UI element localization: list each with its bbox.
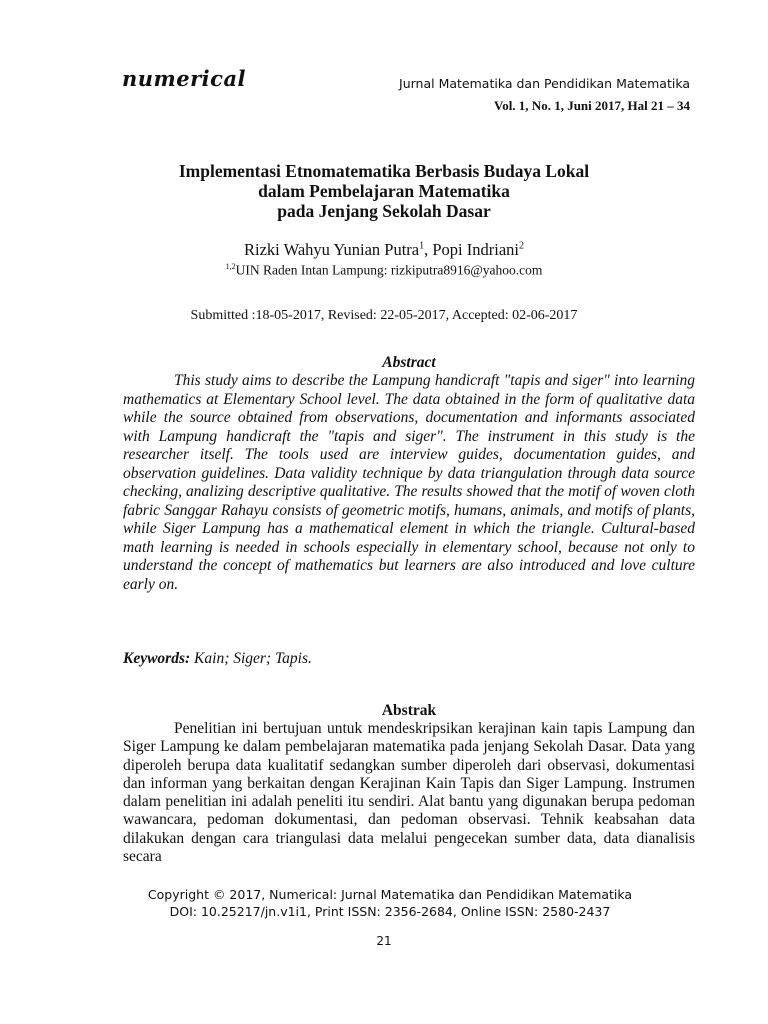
author-name: Rizki Wahyu Yunian Putra <box>244 240 420 259</box>
article-title <box>120 161 648 221</box>
copyright-footer <box>100 886 680 920</box>
affiliation <box>120 262 648 279</box>
abstrak-heading: Abstrak <box>381 702 437 719</box>
keywords-label: Keywords: <box>123 650 191 667</box>
keywords-line <box>123 650 312 668</box>
author-superscript: 2 <box>519 240 524 252</box>
copyright-line: Copyright © 2017, Numerical: Jurnal Matematika dan Pendidikan Matematika <box>147 887 633 902</box>
affiliation-superscript: 1,2 <box>225 262 236 271</box>
doi-issn-line: DOI: 10.25217/jn.v1i1, Print ISSN: 2356-2684, Online ISSN: 2580-2437 <box>169 904 611 919</box>
abstract-body: This study aims to describe the Lampung handicraft "tapis and siger" into learning mathematics at Elementary School level. The data obtained in the form of qualitative data while the source obtained from observations, documentation and informants associated with Lampung handicraft the "tapis and siger". The instrument in this study is the researcher itself. The tools used are interview guides, documentation guides, and observation guidelines. Data validity technique by data triangulation through data source checking, analizing descriptive qualitative. The results showed that the motif of woven cloth fabric Sanggar Rahayu consists of geometric motifs, humans, animals, and motifs of plants, while Siger Lampung has a mathematical element in which the triangle. Cultural-based math learning is needed in schools especially in elementary school, because not only to understand the concept of mathematics but learners are also introduced and love culture early on. <box>123 372 695 593</box>
title-line: dalam Pembelajaran Matematika <box>258 181 510 201</box>
submission-dates: Submitted :18-05-2017, Revised: 22-05-2017, Accepted: 02-06-2017 <box>190 308 578 323</box>
author-superscript: 1 <box>419 240 425 252</box>
abstract-heading: Abstract <box>382 354 436 371</box>
abstrak-body: Penelitian ini bertujuan untuk mendeskripsikan kerajinan kain tapis Lampung dan Siger Lampung ke dalam pembelajaran matematika pada jenjang Sekolah Dasar. Data yang diperoleh berupa data kualitatif sedangkan sumber diperoleh dari observasi, dokumentasi dan informan yang berkaitan dengan Kerajinan Kain Tapis dan Siger Lampung. Instrumen dalam penelitian ini adalah peneliti itu sendiri. Alat bantu yang digunakan berupa pedoman wawancara, pedoman dokumentasi, dan pedoman observasi. Tehnik keabsahan data dilakukan dengan cara triangulasi data melalui pengecekan sumber data, data dianalisis secara <box>123 720 695 866</box>
page-number: 21 <box>376 934 392 948</box>
author-list <box>120 240 648 260</box>
author-separator: , <box>424 240 433 259</box>
journal-logo: numerical <box>122 66 247 91</box>
keywords-values: Kain; Siger; Tapis. <box>190 650 312 667</box>
author-name: Popi Indriani <box>432 240 519 259</box>
title-line: pada Jenjang Sekolah Dasar <box>277 201 491 221</box>
title-line: Implementasi Etnomatematika Berbasis Budaya Lokal <box>178 161 590 181</box>
volume-info: Vol. 1, No. 1, Juni 2017, Hal 21 – 34 <box>494 98 690 113</box>
affiliation-text: UIN Raden Intan Lampung: rizkiputra8916@yahoo.com <box>235 262 543 278</box>
journal-name: Jurnal Matematika dan Pendidikan Matematika <box>399 76 690 91</box>
